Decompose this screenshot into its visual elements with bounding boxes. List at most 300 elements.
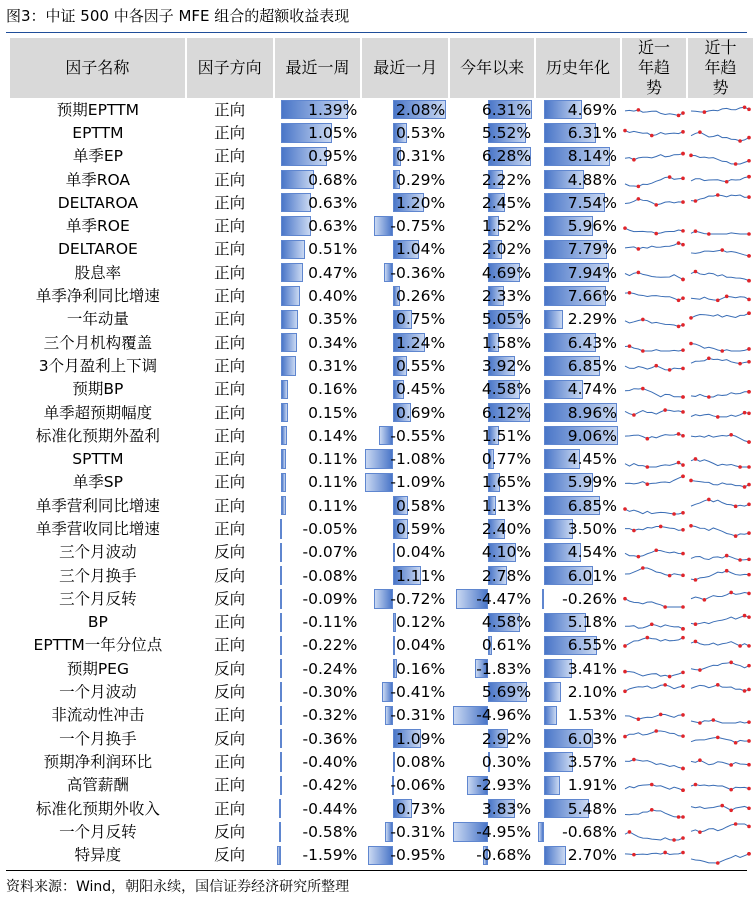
value-label: 1.11% <box>395 566 446 585</box>
table-row <box>10 121 753 144</box>
trend-marker <box>689 341 693 345</box>
factor-name: SPTTM <box>10 447 186 470</box>
trend-marker <box>747 852 751 856</box>
trend-marker <box>681 815 685 819</box>
trend-marker <box>720 249 724 253</box>
trend-marker <box>707 356 711 360</box>
trend-marker <box>747 502 751 506</box>
trend-marker <box>677 242 681 246</box>
one-year-trend-sparkline <box>621 634 687 657</box>
ten-year-trend-sparkline <box>687 354 753 377</box>
trend-marker <box>729 808 733 812</box>
value-bar <box>280 613 282 632</box>
factor-name: 单季EP <box>10 145 186 168</box>
ytd-cell <box>449 261 535 284</box>
table-row <box>10 820 753 843</box>
hist-cell <box>535 238 621 261</box>
value-label: 6.55% <box>567 636 617 655</box>
ytd-cell <box>449 331 535 354</box>
trend-marker <box>711 719 715 723</box>
ten-year-trend-sparkline <box>687 261 753 284</box>
trend-marker <box>703 110 707 114</box>
month-cell <box>361 680 449 703</box>
week-cell <box>274 587 362 610</box>
one-year-trend-sparkline <box>621 308 687 331</box>
value-label: -0.68% <box>476 846 532 865</box>
trend-marker <box>668 675 672 679</box>
value-label: 8.96% <box>567 403 617 422</box>
header-one-year-trend-label: 近一年趋势 <box>637 38 670 97</box>
trend-marker <box>725 554 729 558</box>
trend-line <box>691 314 749 319</box>
ten-year-trend-sparkline <box>687 238 753 261</box>
hist-cell <box>535 611 621 634</box>
ytd-cell <box>449 541 535 564</box>
month-cell <box>361 844 449 867</box>
trend-marker <box>681 836 685 840</box>
value-bar <box>281 310 298 329</box>
trend-marker <box>747 806 751 810</box>
trend-marker <box>738 558 742 562</box>
trend-line <box>625 463 683 467</box>
trend-marker <box>668 573 672 577</box>
value-bar <box>281 380 289 399</box>
header-factor-name: 因子名称 <box>10 38 186 98</box>
trend-marker <box>663 683 667 687</box>
one-year-trend-sparkline <box>621 541 687 564</box>
hist-cell <box>535 657 621 680</box>
factor-direction: 反向 <box>186 564 274 587</box>
one-year-trend-sparkline <box>621 844 687 867</box>
trend-marker <box>637 108 641 112</box>
value-label: 5.99% <box>567 473 617 492</box>
trend-line <box>691 250 749 256</box>
table-row <box>10 844 753 867</box>
trend-line <box>625 599 683 607</box>
ytd-cell <box>449 308 535 331</box>
trend-marker <box>681 767 685 771</box>
trend-line <box>691 854 749 863</box>
value-label: 1.05% <box>308 123 358 142</box>
ytd-cell <box>449 471 535 494</box>
trend-line <box>625 130 683 135</box>
one-year-trend-sparkline <box>621 797 687 820</box>
trend-marker <box>734 822 738 826</box>
value-label: 1.24% <box>395 333 446 352</box>
trend-line <box>625 434 683 439</box>
trend-marker <box>747 688 751 692</box>
trend-marker <box>628 344 632 348</box>
trend-marker <box>698 830 702 834</box>
factor-name: 单季SP <box>10 471 186 494</box>
value-label: -4.96% <box>476 706 532 725</box>
value-label: 2.92% <box>481 729 532 748</box>
trend-marker <box>681 670 685 674</box>
figure-title: 图3：中证 500 中各因子 MFE 组合的超额收益表现 <box>6 7 350 25</box>
value-bar <box>280 776 282 795</box>
trend-marker <box>650 783 654 787</box>
factor-direction: 正向 <box>186 424 274 447</box>
trend-marker <box>716 861 720 865</box>
month-cell <box>361 331 449 354</box>
value-label: 0.75% <box>395 310 446 329</box>
header-last-week: 最近一周 <box>274 38 362 98</box>
trend-marker <box>623 597 627 601</box>
value-label: 0.04% <box>395 543 446 562</box>
one-year-trend-sparkline <box>621 704 687 727</box>
factor-name: 预期净利润环比 <box>10 750 186 773</box>
value-label: 7.79% <box>567 240 617 259</box>
table-row <box>10 587 753 610</box>
trend-marker <box>747 136 751 140</box>
week-cell <box>274 145 362 168</box>
trend-line <box>691 156 749 165</box>
trend-marker <box>698 758 702 762</box>
ytd-cell <box>449 657 535 680</box>
value-label: 3.41% <box>567 659 617 678</box>
trend-marker <box>681 323 685 327</box>
trend-marker <box>663 605 667 609</box>
ytd-cell <box>449 401 535 424</box>
value-bar <box>281 263 304 282</box>
value-bar <box>542 589 544 608</box>
week-cell <box>274 284 362 307</box>
value-label: -0.36% <box>390 263 446 282</box>
month-cell <box>361 447 449 470</box>
value-label: 2.22% <box>481 170 532 189</box>
month-cell <box>361 517 449 540</box>
trend-marker <box>681 713 685 717</box>
ten-year-trend-sparkline <box>687 611 753 634</box>
month-cell <box>361 727 449 750</box>
one-year-trend-sparkline <box>621 168 687 191</box>
trend-line <box>691 412 749 416</box>
trend-marker <box>707 497 711 501</box>
factor-direction: 正向 <box>186 308 274 331</box>
factor-name: EPTTM一年分位点 <box>10 634 186 657</box>
value-label: 4.74% <box>567 380 617 399</box>
value-bar <box>281 193 312 212</box>
trend-line <box>691 785 749 790</box>
hist-cell <box>535 797 621 820</box>
ten-year-trend-sparkline <box>687 657 753 680</box>
ten-year-trend-sparkline <box>687 168 753 191</box>
value-label: -0.42% <box>302 776 358 795</box>
factor-name: BP <box>10 611 186 634</box>
ten-year-trend-sparkline <box>687 424 753 447</box>
trend-line <box>691 195 749 201</box>
value-label: 4.58% <box>481 380 532 399</box>
value-label: 6.31% <box>481 100 532 119</box>
week-cell <box>274 308 362 331</box>
trend-line <box>625 199 683 205</box>
trend-marker <box>677 299 681 303</box>
table-row <box>10 634 753 657</box>
one-year-trend-sparkline <box>621 680 687 703</box>
week-cell <box>274 424 362 447</box>
value-label: 1.51% <box>481 426 532 445</box>
value-label: 0.45% <box>395 380 446 399</box>
trend-marker <box>689 479 693 483</box>
value-label: 4.88% <box>567 170 617 189</box>
one-year-trend-sparkline <box>621 820 687 843</box>
trend-marker <box>681 789 685 793</box>
trend-marker <box>689 316 693 320</box>
factor-direction: 反向 <box>186 727 274 750</box>
value-label: 6.43% <box>567 333 617 352</box>
value-label: 6.12% <box>481 403 532 422</box>
value-label: 2.08% <box>395 100 446 119</box>
trend-line <box>625 320 683 327</box>
ytd-cell <box>449 634 535 657</box>
value-label: 4.54% <box>567 543 617 562</box>
value-label: 0.14% <box>308 426 358 445</box>
factor-direction: 反向 <box>186 541 274 564</box>
hist-cell <box>535 494 621 517</box>
trend-marker <box>734 534 738 538</box>
hist-cell <box>535 447 621 470</box>
factor-direction: 正向 <box>186 378 274 401</box>
factor-name: 单季净利同比增速 <box>10 284 186 307</box>
hist-cell <box>535 214 621 237</box>
trend-marker <box>747 787 751 791</box>
hist-cell <box>535 564 621 587</box>
month-cell <box>361 424 449 447</box>
trend-marker <box>628 291 632 295</box>
value-bar <box>281 333 298 352</box>
value-label: 0.31% <box>395 147 446 166</box>
hist-cell <box>535 401 621 424</box>
trend-marker <box>654 203 658 207</box>
value-label: 0.61% <box>481 636 532 655</box>
factor-name: 三个月反转 <box>10 587 186 610</box>
value-label: -0.75% <box>390 217 446 236</box>
hist-cell <box>535 471 621 494</box>
hist-cell <box>535 587 621 610</box>
value-bar <box>544 310 563 329</box>
one-year-trend-sparkline <box>621 284 687 307</box>
trend-marker <box>703 598 707 602</box>
value-label: 3.57% <box>567 752 617 771</box>
value-label: 2.10% <box>567 683 617 702</box>
value-bar <box>281 240 306 259</box>
table-row <box>10 238 753 261</box>
trend-marker <box>743 410 747 414</box>
hist-cell <box>535 121 621 144</box>
month-cell <box>361 820 449 843</box>
ten-year-trend-sparkline <box>687 191 753 214</box>
month-cell <box>361 284 449 307</box>
value-label: 1.39% <box>308 100 358 119</box>
trend-marker <box>725 295 729 299</box>
hist-cell <box>535 820 621 843</box>
ytd-cell <box>449 238 535 261</box>
trend-marker <box>729 433 733 437</box>
ten-year-trend-sparkline <box>687 121 753 144</box>
month-cell <box>361 214 449 237</box>
trend-marker <box>623 507 627 511</box>
trend-marker <box>747 483 751 487</box>
trend-marker <box>747 411 751 415</box>
trend-marker <box>637 197 641 201</box>
value-label: 1.13% <box>481 496 532 515</box>
trend-line <box>625 809 683 816</box>
trend-marker <box>645 636 649 640</box>
value-label: 7.66% <box>567 287 617 306</box>
trend-marker <box>654 232 658 236</box>
factor-direction: 正向 <box>186 354 274 377</box>
value-label: 2.40% <box>481 519 532 538</box>
value-bar <box>280 752 282 771</box>
trend-marker <box>641 318 645 322</box>
header-last-month: 最近一月 <box>361 38 449 98</box>
factor-name: 特异度 <box>10 844 186 867</box>
trend-line <box>691 570 749 579</box>
trend-marker <box>659 713 663 717</box>
trend-marker <box>694 623 698 627</box>
value-bar <box>281 426 288 445</box>
value-label: 7.54% <box>567 193 617 212</box>
trend-marker <box>707 395 711 399</box>
value-bar <box>281 496 286 515</box>
month-cell <box>361 98 449 121</box>
trend-marker <box>747 763 751 767</box>
ytd-cell <box>449 494 535 517</box>
ten-year-trend-sparkline <box>687 494 753 517</box>
trend-line <box>691 499 749 506</box>
ten-year-trend-sparkline <box>687 447 753 470</box>
value-label: 1.65% <box>481 473 532 492</box>
factor-direction: 正向 <box>186 797 274 820</box>
value-label: -0.11% <box>302 613 358 632</box>
week-cell <box>274 471 362 494</box>
one-year-trend-sparkline <box>621 354 687 377</box>
trend-marker <box>623 129 627 133</box>
factor-direction: 反向 <box>186 657 274 680</box>
value-label: 1.58% <box>481 333 532 352</box>
one-year-trend-sparkline <box>621 401 687 424</box>
trend-line <box>625 715 683 720</box>
trend-marker <box>677 325 681 329</box>
trend-marker <box>681 573 685 577</box>
trend-marker <box>677 461 681 465</box>
trend-marker <box>637 184 641 188</box>
week-cell <box>274 238 362 261</box>
trend-marker <box>747 664 751 668</box>
factor-performance-table <box>10 38 753 867</box>
table-row <box>10 424 753 447</box>
table-row <box>10 657 753 680</box>
value-bar <box>544 776 559 795</box>
trend-marker <box>729 660 733 664</box>
week-cell <box>274 191 362 214</box>
trend-marker <box>747 645 751 649</box>
ytd-cell <box>449 587 535 610</box>
month-cell <box>361 471 449 494</box>
factor-name: DELTAROE <box>10 238 186 261</box>
value-label: 4.58% <box>481 613 532 632</box>
trend-marker <box>654 729 658 733</box>
trend-marker <box>681 511 685 515</box>
month-cell <box>361 238 449 261</box>
ytd-cell <box>449 447 535 470</box>
value-bar <box>281 449 286 468</box>
month-cell <box>361 657 449 680</box>
value-label: 1.52% <box>481 217 532 236</box>
month-cell <box>361 121 449 144</box>
table-row <box>10 98 753 121</box>
value-bar <box>281 216 312 235</box>
value-label: 0.34% <box>308 333 358 352</box>
value-label: -0.07% <box>302 543 358 562</box>
trend-marker <box>743 486 747 490</box>
trend-line <box>625 551 683 557</box>
factor-direction: 反向 <box>186 820 274 843</box>
value-label: 0.15% <box>308 403 358 422</box>
table-row <box>10 447 753 470</box>
trend-marker <box>623 645 627 649</box>
value-label: 0.16% <box>308 380 358 399</box>
one-year-trend-sparkline <box>621 378 687 401</box>
value-label: 0.58% <box>395 496 446 515</box>
week-cell <box>274 657 362 680</box>
trend-line <box>691 296 749 300</box>
trend-marker <box>747 572 751 576</box>
ytd-cell <box>449 424 535 447</box>
trend-marker <box>747 616 751 620</box>
table-row <box>10 727 753 750</box>
value-label: -0.06% <box>390 776 446 795</box>
value-label: 5.05% <box>481 310 532 329</box>
table-row <box>10 191 753 214</box>
trend-marker <box>681 111 685 115</box>
trend-line <box>691 392 749 397</box>
trend-marker <box>681 627 685 631</box>
value-bar <box>281 473 286 492</box>
trend-line <box>691 176 749 181</box>
ytd-cell <box>449 191 535 214</box>
table-row <box>10 284 753 307</box>
week-cell <box>274 541 362 564</box>
ten-year-trend-sparkline <box>687 844 753 867</box>
hist-cell <box>535 191 621 214</box>
trend-line <box>625 228 683 233</box>
week-cell <box>274 331 362 354</box>
hist-cell <box>535 517 621 540</box>
one-year-trend-sparkline <box>621 494 687 517</box>
value-label: -4.47% <box>476 589 532 608</box>
table-row <box>10 261 753 284</box>
value-label: 0.53% <box>395 123 446 142</box>
value-label: 0.31% <box>308 356 358 375</box>
factor-direction: 正向 <box>186 401 274 424</box>
week-cell <box>274 611 362 634</box>
value-bar <box>280 706 282 725</box>
table-row <box>10 145 753 168</box>
trend-marker <box>743 689 747 693</box>
value-bar <box>280 519 282 538</box>
hist-cell <box>535 378 621 401</box>
trend-marker <box>681 605 685 609</box>
value-bar <box>544 846 566 865</box>
table-row <box>10 750 753 773</box>
trend-marker <box>681 395 685 399</box>
month-cell <box>361 191 449 214</box>
trend-marker <box>698 668 702 672</box>
trend-line <box>691 435 749 442</box>
factor-direction: 正向 <box>186 214 274 237</box>
ten-year-trend-sparkline <box>687 680 753 703</box>
